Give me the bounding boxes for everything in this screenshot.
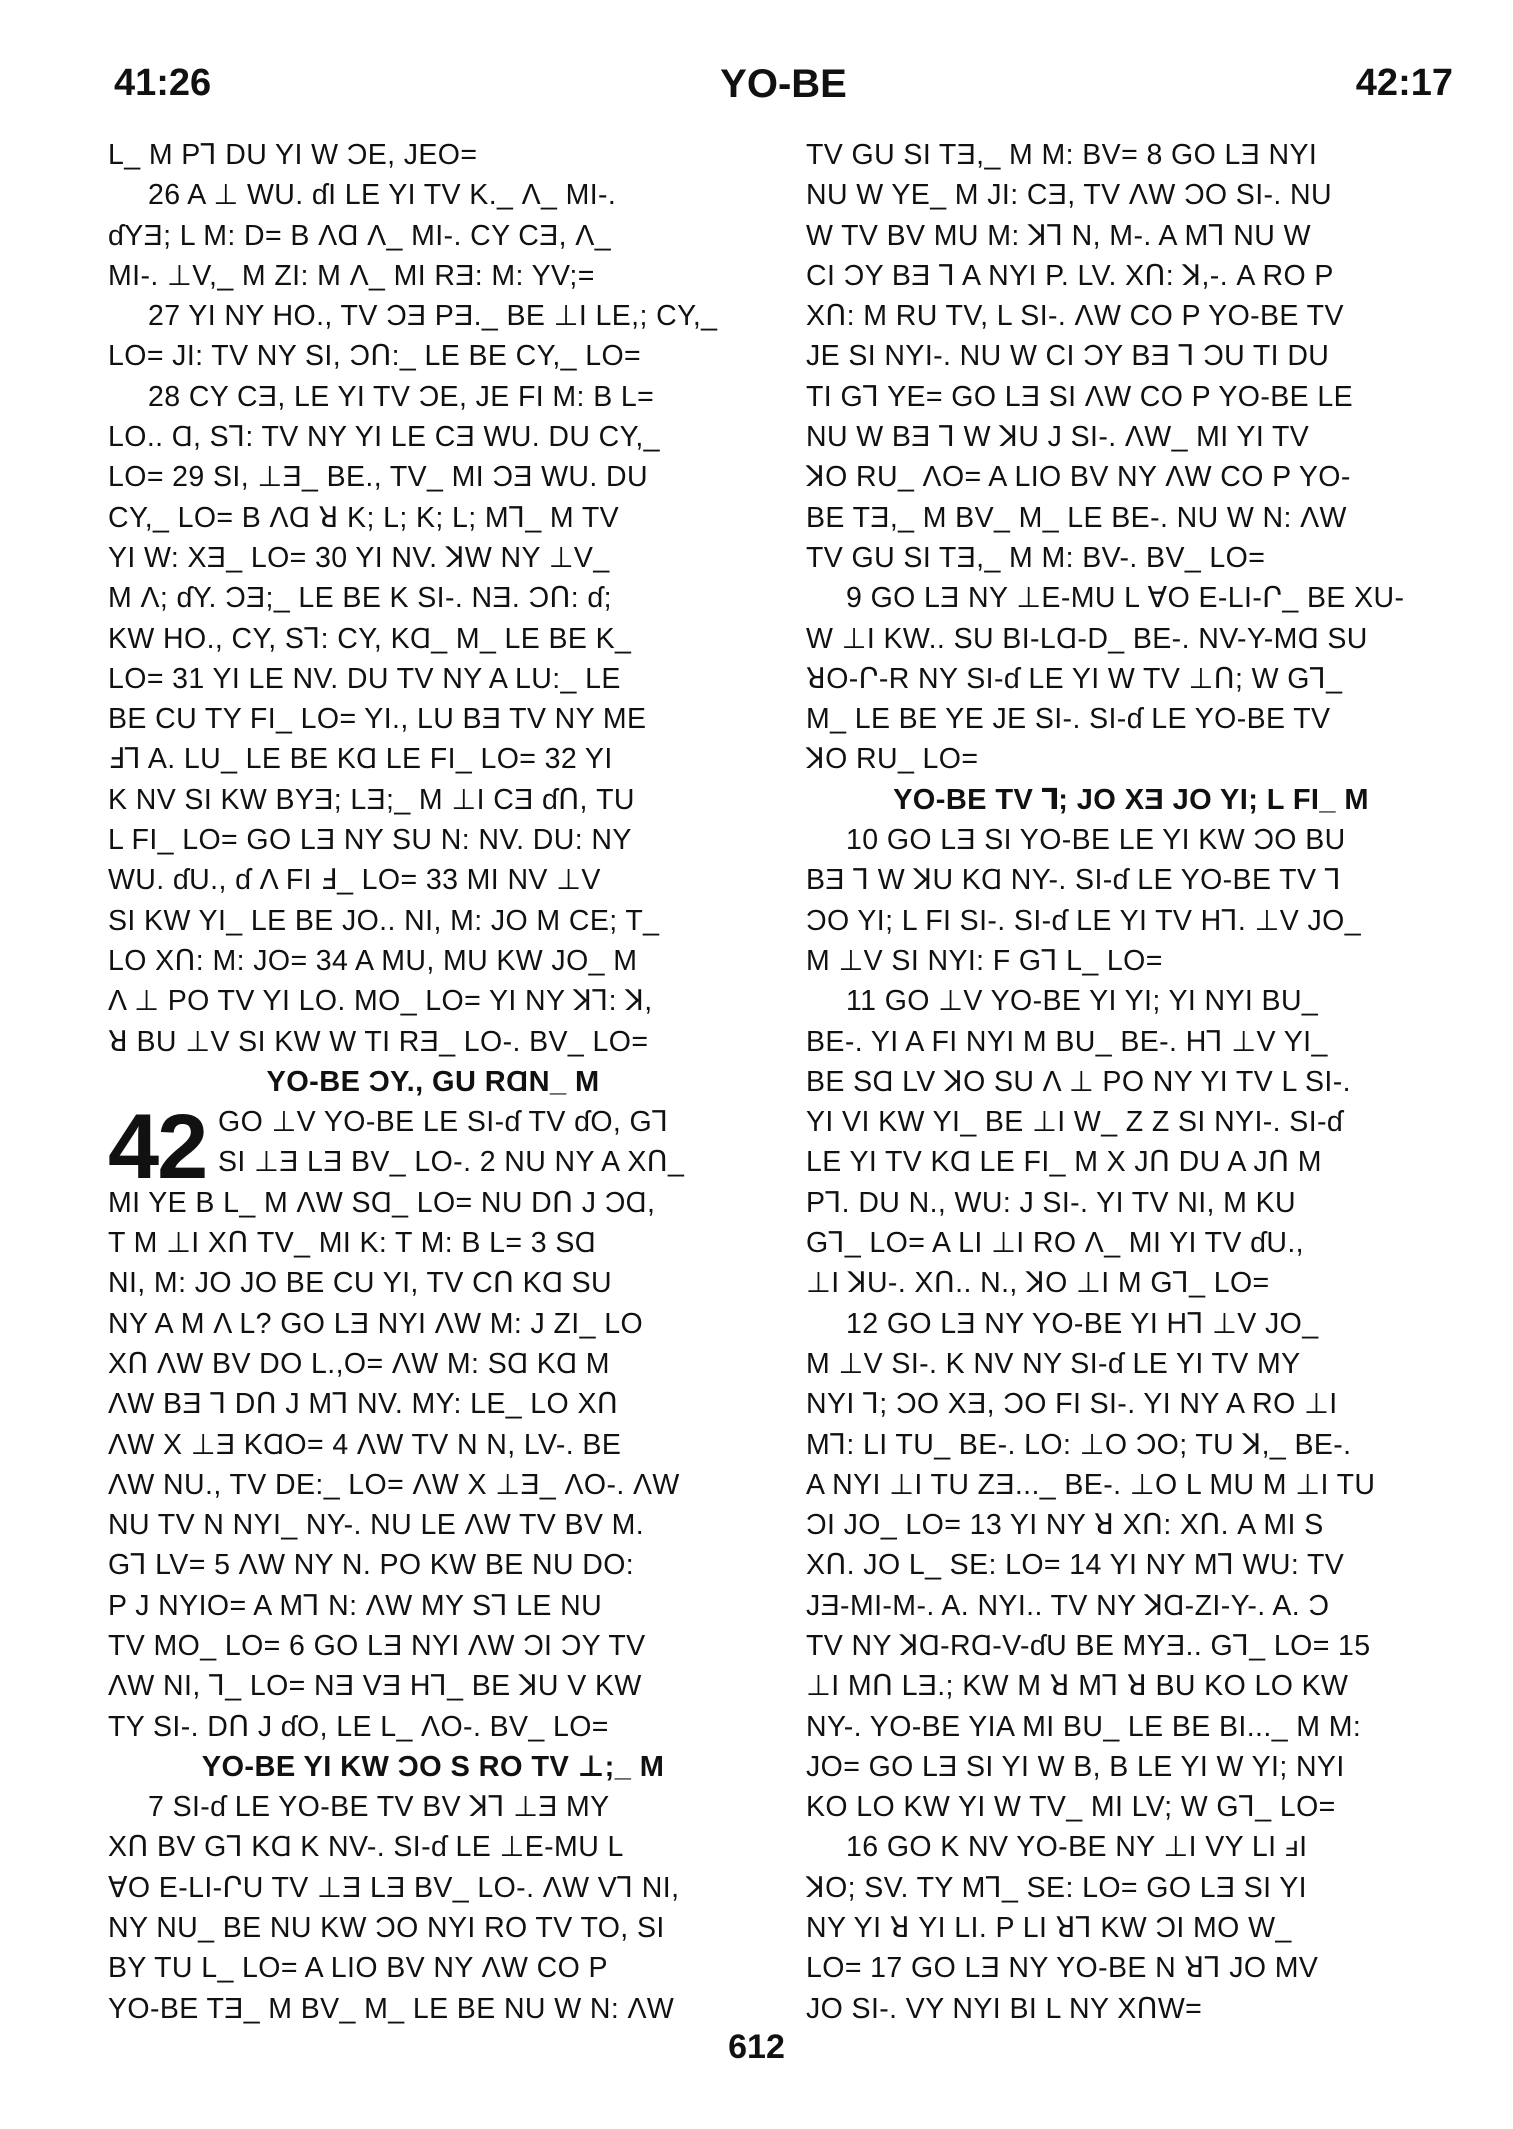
text-line: M ⊥V SI NYI: F G⅂ L_ LO= xyxy=(806,944,1163,977)
text-line: 10 GO LƎ SI YO-BE LE YI KW ƆO BU xyxy=(846,824,1346,857)
text-line: BY TU L_ LO= A LIO BV NY ΛW CO P xyxy=(108,1952,608,1985)
text-line: LO= JI: TV NY SI, ƆՈ:_ LE BE CY,_ LO= xyxy=(108,340,642,373)
text-line: ⊥I MՈ LƎ.; KW M ꓤ M⅂ ꓤ BU KO LO KW xyxy=(806,1670,1349,1703)
text-line: P J NYIO= A M⅂ N: ΛW MY S⅂ LE NU xyxy=(108,1589,603,1622)
text-line: XՈ: M RU TV, L SI-. ΛW CO P YO-BE TV xyxy=(806,300,1344,333)
text-line: ⱯO E-LI-ՐU TV ⊥Ǝ LƎ BV_ LO-. ΛW V⅂ NI, xyxy=(108,1871,680,1904)
page-header xyxy=(114,62,1453,118)
text-line: BE SⱭ LV ꓘO SU Λ ⊥ PO NY YI TV L SI-. xyxy=(806,1065,1351,1098)
text-line: M⅂: LI TU_ BE-. LO: ⊥O ƆO; TU ꓘ,_ BE-. xyxy=(806,1428,1352,1461)
running-head-right: 42:17 xyxy=(1355,62,1453,104)
text-line: ꓘO RU_ LO= xyxy=(806,743,979,776)
text-line: Ⅎ⅂ A. LU_ LE BE KⱭ LE FI_ LO= 32 YI xyxy=(108,743,613,776)
text-line: ꓤ BU ⊥V SI KW W TI RƎ_ LO-. BV_ LO= xyxy=(108,1025,649,1058)
text-block xyxy=(806,820,1456,2029)
text-line: W TV BV MU M: ꓘ⅂ N, M-. A M⅂ NU W xyxy=(806,219,1311,252)
text-line: LO= 29 SI, ⊥Ǝ_ BE., TV_ MI ƆƎ WU. DU xyxy=(108,461,648,494)
text-line: 28 CY CƎ, LE YI TV ƆE, JE FI M: B L= xyxy=(148,380,655,413)
text-block xyxy=(806,135,1456,780)
text-line: KO LO KW YI W TV_ MI LV; W G⅂_ LO= xyxy=(806,1791,1336,1824)
text-line: W ⊥I KW.. SU BI-LⱭ-D_ BE-. NV-Y-MⱭ SU xyxy=(806,622,1368,655)
text-line: JE SI NYI-. NU W CI ƆY BƎ ⅂ ƆU TI DU xyxy=(806,340,1330,373)
text-line: WU. ɗU., ɗ Λ FI Ⅎ_ LO= 33 MI NV ⊥V xyxy=(108,864,601,897)
text-line: NU W BƎ ⅂ W ꓘU J SI-. ΛW_ MI YI TV xyxy=(806,421,1310,454)
text-line: BE CU TY FI_ LO= YI., LU BƎ TV NY ME xyxy=(108,703,647,736)
text-line: 7 SI-ɗ LE YO-BE TV BV ꓘ⅂ ⊥Ǝ MY xyxy=(148,1791,610,1824)
section-heading: YO-BE TV ⅂; JO XƎ JO YI; L FI_ M xyxy=(893,783,1369,816)
section-heading: YO-BE YI KW ƆO S RO TV ⊥;_ M xyxy=(201,1750,665,1783)
text-block xyxy=(108,135,758,1062)
text-line: P⅂. DU N., WU: J SI-. YI TV NI, M KU xyxy=(806,1186,1297,1219)
page-number: 612 xyxy=(728,2028,785,2066)
text-line: KW HO., CY, S⅂: CY, KⱭ_ M_ LE BE K_ xyxy=(108,622,632,655)
text-line: 16 GO K NV YO-BE NY ⊥I VY LI ⅎI xyxy=(846,1831,1308,1864)
text-line: NI, M: JO JO BE CU YI, TV CՈ KⱭ SU xyxy=(108,1267,613,1300)
text-line: Λ ⊥ PO TV YI LO. MO_ LO= YI NY ꓘ⅂: ꓘ, xyxy=(108,985,653,1018)
chapter-number: 42 xyxy=(108,1096,207,1199)
text-line: TY SI-. DՈ J ɗO, LE L_ ΛO-. BV_ LO= xyxy=(108,1710,609,1743)
text-line: ꓤO-Ր-R NY SI-ɗ LE YI W TV ⊥Ո; W G⅂_ xyxy=(806,662,1343,695)
text-line: CY,_ LO= B ΛⱭ ꓤ K; L; K; L; M⅂_ M TV xyxy=(108,501,620,534)
text-line: M_ LE BE YE JE SI-. SI-ɗ LE YO-BE TV xyxy=(806,703,1331,736)
text-line: NU W YE_ M JI: CƎ, TV ΛW ƆO SI-. NU xyxy=(806,179,1333,212)
text-line: XՈ. JO L_ SE: LO= 14 YI NY M⅂ WU: TV xyxy=(806,1549,1345,1582)
text-line: MI-. ⊥V,_ M ZI: M Λ_ MI RƎ: M: YV;= xyxy=(108,259,595,292)
text-line: YO-BE TƎ_ M BV_ M_ LE BE NU W N: ΛW xyxy=(108,1992,675,2025)
text-line: 9 GO LƎ NY ⊥E-MU L ⱯO E-LI-Ր_ BE XU- xyxy=(846,582,1405,615)
text-line: XՈ BV G⅂ KⱭ K NV-. SI-ɗ LE ⊥E-MU L xyxy=(108,1831,624,1864)
text-line: 11 GO ⊥V YO-BE YI YI; YI NYI BU_ xyxy=(846,985,1319,1018)
right-column xyxy=(806,135,1456,2029)
text-line: GO ⊥V YO-BE LE SI-ɗ TV ɗO, G⅂ xyxy=(218,1106,669,1139)
chapter-start xyxy=(108,1096,758,1199)
text-line: 12 GO LƎ NY YO-BE YI H⅂ ⊥V JO_ xyxy=(846,1307,1319,1340)
text-line: BƎ ⅂ W ꓘU KⱭ NY-. SI-ɗ LE YO-BE TV ⅂ xyxy=(806,864,1341,897)
text-line: NY YI ꓤ YI LI. P LI ꓤ⅂ KW ƆI MO W_ xyxy=(806,1912,1292,1945)
text-line: ɗYƎ; L M: D= B ΛⱭ Λ_ MI-. CY CƎ, Λ_ xyxy=(108,219,611,252)
text-line: ΛW BƎ ⅂ DՈ J M⅂ NV. MY: LE_ LO XՈ xyxy=(108,1388,619,1421)
text-line: L_ M P⅂ DU YI W ƆE, JEO= xyxy=(108,139,478,171)
text-line: ΛW NI, ⅂_ LO= NƎ VƎ H⅂_ BE ꓘU V KW xyxy=(108,1670,642,1703)
text-line: ΛW NU., TV DE:_ LO= ΛW X ⊥Ǝ_ ΛO-. ΛW xyxy=(108,1468,680,1501)
text-line: 26 A ⊥ WU. ɗI LE YI TV K._ Λ_ MI-. xyxy=(148,179,617,212)
text-line: NYI ⅂; ƆO XƎ, ƆO FI SI-. YI NY A RO ⊥I xyxy=(806,1388,1338,1421)
text-line: LO.. Ɑ, S⅂: TV NY YI LE CƎ WU. DU CY,_ xyxy=(108,421,660,454)
text-line: MI YE B L_ M ΛW SⱭ_ LO= NU DՈ J ƆⱭ, xyxy=(108,1186,656,1219)
text-line: YI W: XƎ_ LO= 30 YI NV. ꓘW NY ⊥V_ xyxy=(108,541,610,574)
text-line: CI ƆY BƎ ⅂ A NYI P. LV. XՈ: ꓘ,-. A RO P xyxy=(806,259,1334,292)
text-line: NU TV N NYI_ NY-. NU LE ΛW TV BV M. xyxy=(108,1509,645,1542)
text-line: NY A M Λ L? GO LƎ NYI ΛW M: J ZI_ LO xyxy=(108,1307,644,1340)
text-line: T M ⊥I XՈ TV_ MI K: T M: B L= 3 SⱭ xyxy=(108,1227,596,1260)
text-line: XՈ ΛW BV DO L.,O= ΛW M: SⱭ KⱭ M xyxy=(108,1347,610,1380)
text-line: K NV SI KW BYƎ; LƎ;_ M ⊥I CƎ ɗՈ, TU xyxy=(108,783,635,816)
text-line: TV GU SI TƎ,_ M M: BV-. BV_ LO= xyxy=(806,541,1266,574)
text-line: A NYI ⊥I TU ZƎ..._ BE-. ⊥O L MU M ⊥I TU xyxy=(806,1468,1376,1501)
text-line: ꓘO RU_ ΛO= A LIO BV NY ΛW CO P YO- xyxy=(806,461,1351,494)
text-block xyxy=(108,1183,758,1747)
text-line: BE TƎ,_ M BV_ M_ LE BE-. NU W N: ΛW xyxy=(806,501,1347,534)
text-line: M Λ; ɗY. ƆƎ;_ LE BE K SI-. NƎ. ƆՈ: ɗ; xyxy=(108,582,613,615)
text-line: LO XՈ: M: JO= 34 A MU, MU KW JO_ M xyxy=(108,944,638,977)
running-head-title: YO-BE xyxy=(720,62,847,106)
text-line: ꓘO; SV. TY M⅂_ SE: LO= GO LƎ SI YI xyxy=(806,1871,1307,1904)
text-line: G⅂ LV= 5 ΛW NY N. PO KW BE NU DO: xyxy=(108,1549,635,1582)
text-line: TV GU SI TƎ,_ M M: BV= 8 GO LƎ NYI xyxy=(806,139,1318,171)
text-line: LE YI TV KⱭ LE FI_ M X JՈ DU A JՈ M xyxy=(806,1146,1322,1179)
text-line: JƎ-MI-M-. A. NYI.. TV NY ꓘⱭ-ZI-Y-. A. Ɔ xyxy=(806,1589,1330,1622)
left-column xyxy=(108,135,758,2029)
text-line: L FI_ LO= GO LƎ NY SU N: NV. DU: NY xyxy=(108,824,632,857)
text-line: 27 YI NY HO., TV ƆƎ PƎ._ BE ⊥I LE,; CY,_ xyxy=(148,300,718,333)
text-line: JO SI-. VY NYI BI L NY XՈW= xyxy=(806,1992,1203,2025)
text-line: TV MO_ LO= 6 GO LƎ NYI ΛW ƆI ƆY TV xyxy=(108,1629,646,1662)
text-line: TV NY ꓘⱭ-RⱭ-V-ɗU BE MYƎ.. G⅂_ LO= 15 xyxy=(806,1629,1371,1662)
text-line: ΛW X ⊥Ǝ KⱭO= 4 ΛW TV N N, LV-. BE xyxy=(108,1428,622,1461)
text-line: YI VI KW YI_ BE ⊥I W_ Z Z SI NYI-. SI-ɗ xyxy=(806,1106,1344,1139)
text-line: ƆI JO_ LO= 13 YI NY ꓤ XՈ: XՈ. A MI S xyxy=(806,1509,1324,1542)
text-line: BE-. YI A FI NYI M BU_ BE-. H⅂ ⊥V YI_ xyxy=(806,1025,1328,1058)
text-line: ƆO YI; L FI SI-. SI-ɗ LE YI TV H⅂. ⊥V JO_ xyxy=(806,904,1361,937)
text-line: SI ⊥Ǝ LƎ BV_ LO-. 2 NU NY A XՈ_ xyxy=(218,1146,685,1179)
text-line: TI G⅂ YE= GO LƎ SI ΛW CO P YO-BE LE xyxy=(806,380,1354,413)
section-heading: YO-BE ƆY., GU RⱭN_ M xyxy=(266,1065,600,1098)
text-line: LO= 17 GO LƎ NY YO-BE N ꓤ⅂ JO MV xyxy=(806,1952,1319,1985)
text-line: NY-. YO-BE YIA MI BU_ LE BE BI..._ M M: xyxy=(806,1710,1362,1743)
text-line: NY NU_ BE NU KW ƆO NYI RO TV TO, SI xyxy=(108,1912,665,1945)
text-line: G⅂_ LO= A LI ⊥I RO Λ_ MI YI TV ɗU., xyxy=(806,1227,1304,1260)
text-line: JO= GO LƎ SI YI W B, B LE YI W YI; NYI xyxy=(806,1750,1345,1783)
text-line: SI KW YI_ LE BE JO.. NI, M: JO M CE; T_ xyxy=(108,904,660,937)
text-line: ⊥I ꓘU-. XՈ.. N., ꓘO ⊥I M G⅂_ LO= xyxy=(806,1267,1270,1300)
text-line: M ⊥V SI-. K NV NY SI-ɗ LE YI TV MY xyxy=(806,1347,1301,1380)
running-head-left: 41:26 xyxy=(114,62,212,104)
text-block xyxy=(108,1787,758,2029)
text-line: LO= 31 YI LE NV. DU TV NY A LU:_ LE xyxy=(108,662,621,695)
